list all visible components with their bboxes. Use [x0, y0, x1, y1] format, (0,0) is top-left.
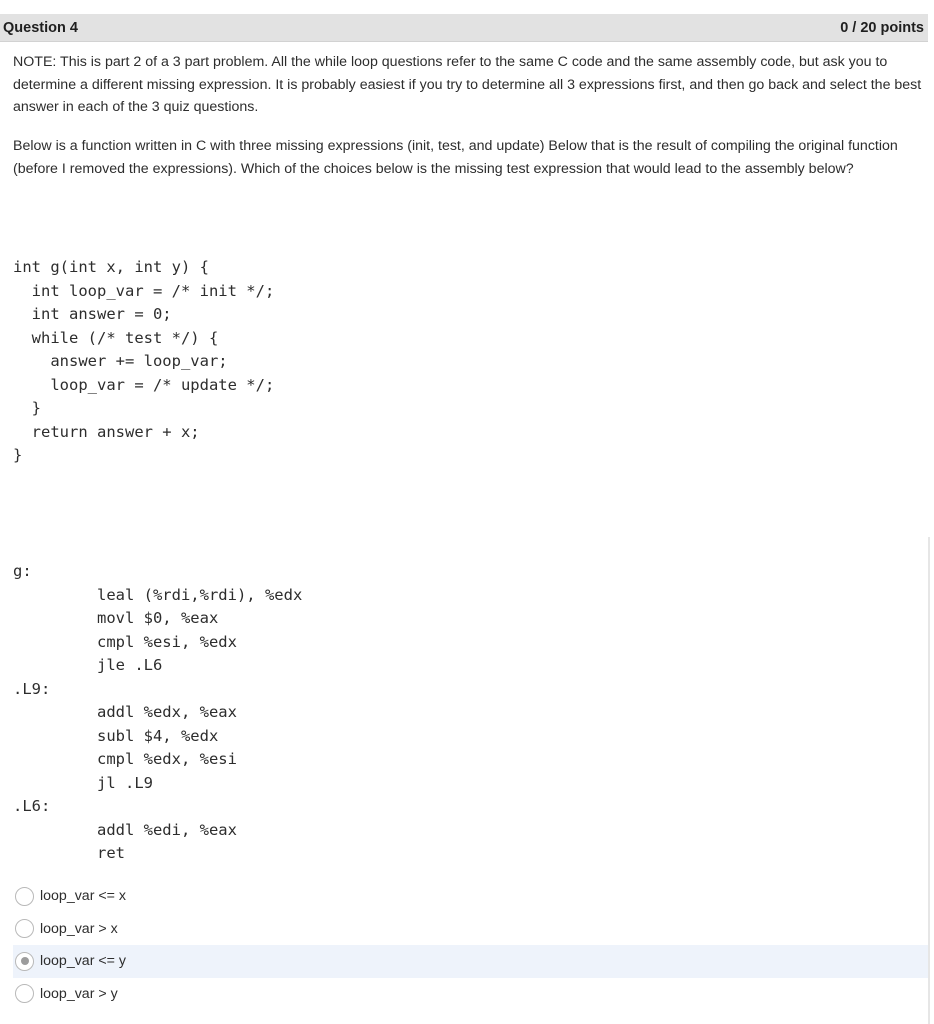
answer-option-label: loop_var > x: [40, 920, 118, 937]
radio-button-icon[interactable]: [15, 887, 34, 906]
radio-button-icon[interactable]: [15, 952, 34, 971]
answer-option-label: loop_var <= x: [40, 888, 126, 905]
answer-option-4[interactable]: [13, 978, 928, 1011]
question-title: Question 4: [3, 19, 78, 36]
assembly-code-block: g: leal (%rdi,%rdi), %edx movl $0, %eax cmpl %esi, %edx jle .L6 .L9: addl %edx, %eax subl $4, %edx cmpl %edx, %esi jl .L9 .L6: addl %edi, %eax ret: [13, 562, 303, 862]
answer-option-label: loop_var > y: [40, 985, 118, 1002]
radio-button-icon[interactable]: [15, 984, 34, 1003]
question-header: [0, 14, 928, 42]
question-points: 0 / 20 points: [840, 19, 924, 36]
answer-option-2[interactable]: [13, 913, 928, 946]
answer-options: [13, 880, 928, 1010]
c-code-block: int g(int x, int y) { int loop_var = /* init */; int answer = 0; while (/* test */) { answer += loop_var; loop_var = /* update */; } return answer + x; }: [13, 258, 275, 464]
answer-option-1[interactable]: [13, 880, 928, 913]
answer-option-3[interactable]: [13, 945, 928, 978]
prompt-text: Below is a function written in C with three missing expressions (init, test, and update) Below that is the result of compiling the original function (before I removed the expressions). Which of the choices below is the missing test expression that would lead to the assembly below?: [13, 138, 898, 177]
radio-button-icon[interactable]: [15, 919, 34, 938]
scroll-track[interactable]: [928, 537, 930, 1024]
note-text: NOTE: This is part 2 of a 3 part problem. All the while loop questions refer to the same C code and the same assembly code, but ask you to determine a different missing expression. It is probably easiest if you try to determine all 3 expressions first, and then go back and select the best answer in each of the 3 quiz questions.: [13, 54, 922, 115]
answer-option-label: loop_var <= y: [40, 953, 126, 970]
